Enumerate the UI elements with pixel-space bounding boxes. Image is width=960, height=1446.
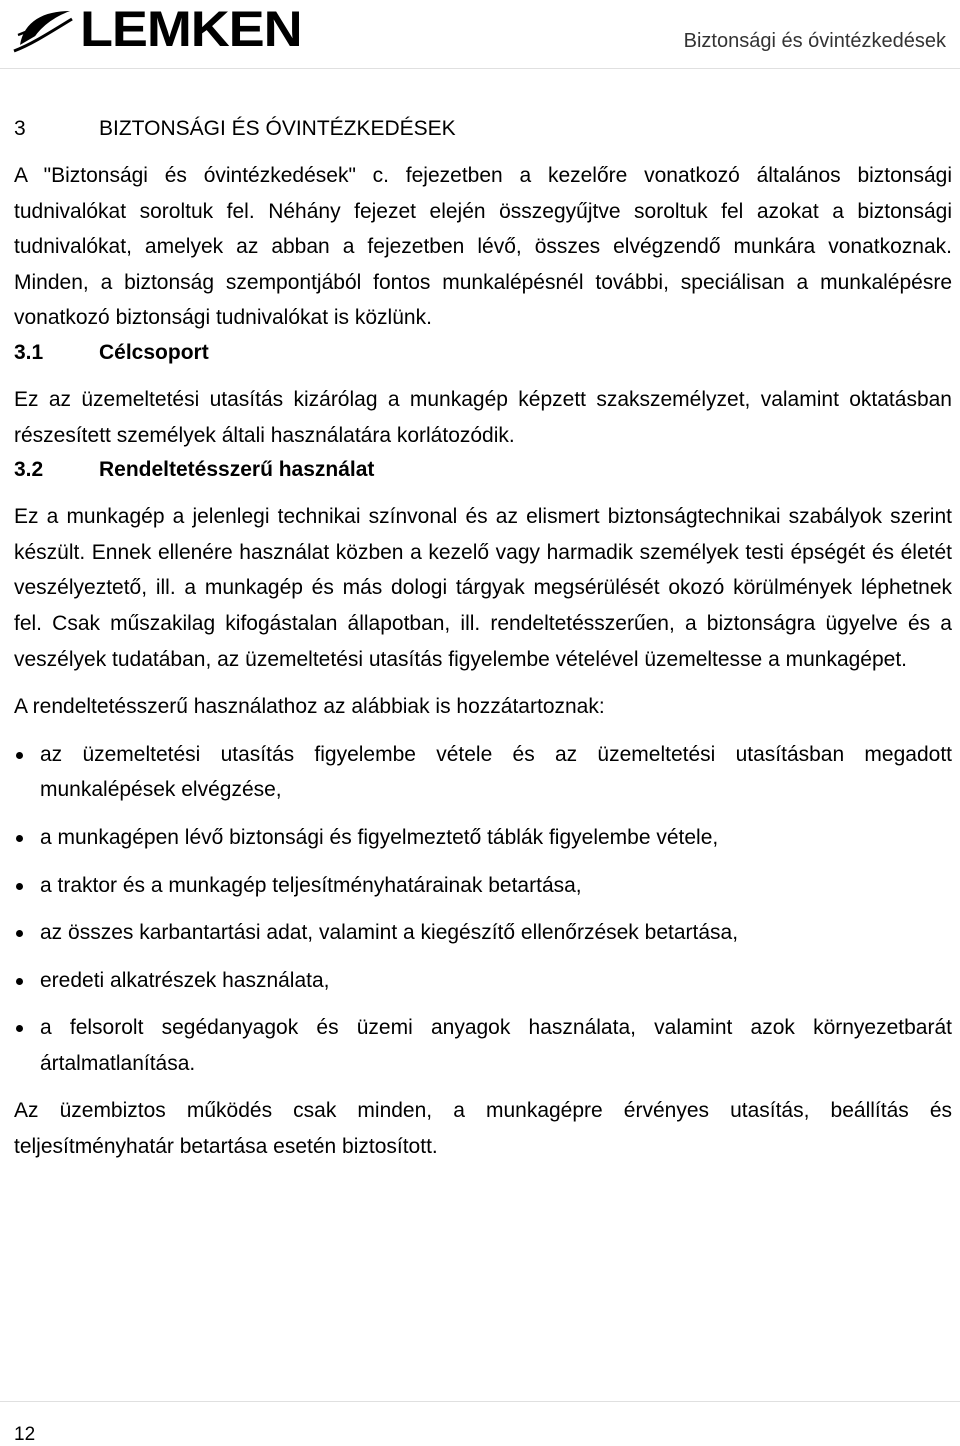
- list-item-text: az üzemeltetési utasítás figyelembe vétele és az üzemeltetési utasításban megadott munkalépések elvégzése,: [40, 742, 952, 802]
- chapter-heading: [14, 112, 952, 146]
- list-item-text: a felsorolt segédanyagok és üzemi anyagok használata, valamint azok környezetbarát ártalmatlanítása.: [40, 1016, 952, 1075]
- intended-use-paragraph: Ez a munkagép a jelenlegi technikai színvonal és az elismert biztonságtechnikai szabályok szerint készült. Ennek ellenére használat közben a kezelő vagy harmadik személyek testi épségét és életét veszélyeztető, ill. a munkagép és más dologi tárgyak megsérülését okozó körülmények léphetnek fel. Csak műszakilag kifogástalan állapotban, ill. rendeltetésszerűen, a biztonságra ügyelve és a veszélyek tudatában, az üzemeltetési utasítás figyelembe vételével üzemeltesse a munkagépet.: [14, 505, 952, 671]
- bullet-icon: [16, 752, 23, 759]
- chapter-intro: A "Biztonsági és óvintézkedések" c. fejezetben a kezelőre vonatkozó általános biztonsági tudnivalókat soroltuk fel. Néhány fejezet elején összegyűjtve soroltuk fel azokat a biztonsági tudnivalókat, amelyek az abban a fejezetben lévő, összes elvégzendő munkára vonatkoznak. Minden, a biztonság szempontjából fontos munkalépésnél további, speciálisan a munkalépésre vonatkozó biztonsági tudnivalókat is közlünk.: [14, 164, 952, 330]
- page-content: [14, 112, 952, 1165]
- list-item: [14, 868, 952, 904]
- list-item: [14, 1010, 952, 1081]
- list-item: [14, 915, 952, 951]
- section-title: Rendeltetésszerű használat: [99, 458, 375, 482]
- bullet-icon: [16, 978, 23, 985]
- target-group-text: Ez az üzemeltetési utasítás kizárólag a munkagép képzett szakszemélyzet, valamint oktatásban részesített személyek általi használatára korlátozódik.: [14, 387, 952, 447]
- list-intro: A rendeltetésszerű használathoz az alábbiak is hozzátartoznak:: [14, 695, 605, 719]
- section-heading-target-group: [14, 336, 952, 370]
- section-heading-intended-use: [14, 453, 952, 487]
- header-section-title: Biztonsági és óvintézkedések: [683, 30, 946, 52]
- section-number: 3.1: [14, 340, 44, 364]
- intended-use-list: [14, 737, 952, 1082]
- list-item-text: az összes karbantartási adat, valamint a kiegészítő ellenőrzések betartása,: [40, 921, 739, 945]
- list-item: [14, 820, 952, 856]
- list-item-text: eredeti alkatrészek használata,: [40, 968, 330, 992]
- footer-divider: [0, 1401, 960, 1402]
- bullet-icon: [16, 883, 23, 890]
- closing-paragraph: Az üzembiztos működés csak minden, a munkagépre érvényes utasítás, beállítás és teljesítményhatár betartása esetén biztosított.: [14, 1099, 952, 1159]
- bullet-icon: [16, 835, 23, 842]
- list-item: [14, 963, 952, 999]
- list-item-text: a munkagépen lévő biztonsági és figyelmeztető táblák figyelembe vétele,: [40, 825, 719, 849]
- page-header: [0, 0, 960, 69]
- section-title: Célcsoport: [99, 340, 209, 364]
- page-number: 12: [14, 1424, 36, 1445]
- chapter-title: BIZTONSÁGI ÉS ÓVINTÉZKEDÉSEK: [99, 117, 456, 140]
- section-number: 3.2: [14, 458, 44, 482]
- list-item: [14, 737, 952, 808]
- chapter-number: 3: [14, 117, 26, 140]
- bullet-icon: [16, 1025, 23, 1032]
- logo-text: LEMKEN: [80, 1, 302, 57]
- bullet-icon: [16, 930, 23, 937]
- lemken-logo-icon: [10, 5, 78, 53]
- lemken-logo: [10, 1, 302, 57]
- list-item-text: a traktor és a munkagép teljesítményhatárainak betartása,: [40, 873, 582, 897]
